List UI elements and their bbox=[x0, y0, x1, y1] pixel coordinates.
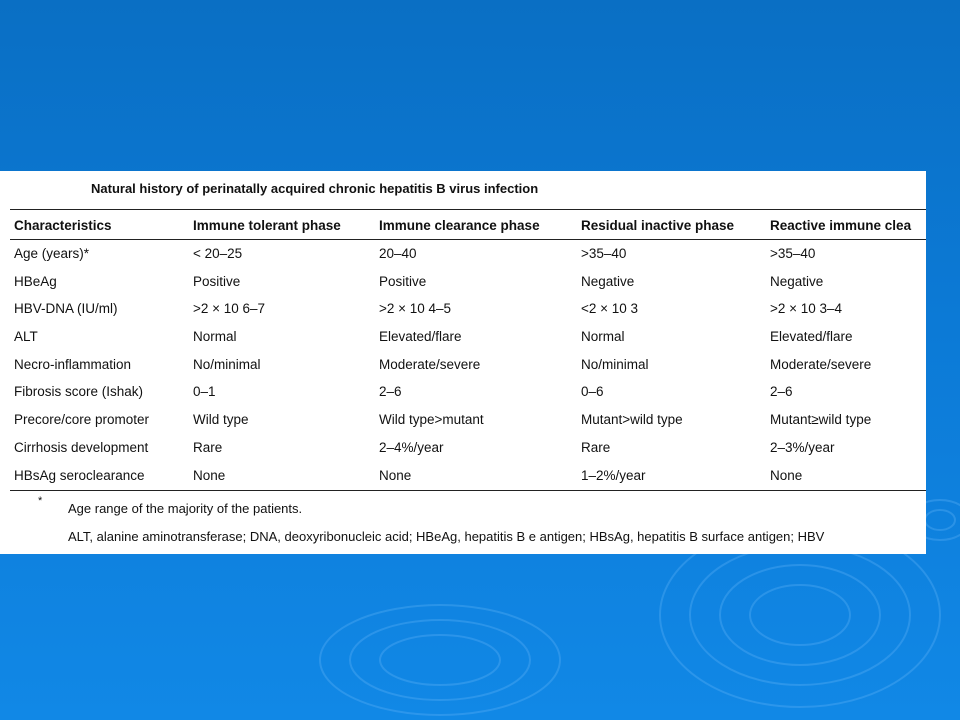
table-cell: >35–40 bbox=[581, 246, 627, 262]
table-cell: Positive bbox=[193, 273, 241, 289]
row-label: ALT bbox=[14, 329, 38, 345]
footnote-marker: * bbox=[38, 495, 43, 507]
table-cell: >35–40 bbox=[770, 246, 816, 262]
header-cell: Immune clearance phase bbox=[379, 218, 540, 234]
table-cell: Positive bbox=[379, 273, 427, 289]
table-cell: Mutant>wild type bbox=[581, 412, 683, 428]
table-row bbox=[0, 323, 926, 351]
table-cell: >2 × 10 6–7 bbox=[193, 301, 266, 317]
table-row bbox=[0, 406, 926, 434]
table-cell: Wild type>mutant bbox=[379, 412, 484, 428]
table-cell: Moderate/severe bbox=[770, 356, 872, 372]
table-cell: 2–6 bbox=[770, 384, 793, 400]
row-label: HBeAg bbox=[14, 273, 57, 289]
bottom-rule bbox=[10, 490, 926, 491]
table-cell: >2 × 10 4–5 bbox=[379, 301, 452, 317]
header-row bbox=[0, 212, 926, 240]
table-row bbox=[0, 434, 926, 462]
table-cell: No/minimal bbox=[193, 356, 261, 372]
table-cell: Rare bbox=[193, 439, 223, 455]
table-cell: >2 × 10 3–4 bbox=[770, 301, 843, 317]
row-label: Cirrhosis development bbox=[14, 439, 149, 455]
table-cell: < 20–25 bbox=[193, 246, 243, 262]
row-label: Precore/core promoter bbox=[14, 412, 150, 428]
table-cell: Elevated/flare bbox=[770, 329, 853, 345]
table-cell: Elevated/flare bbox=[379, 329, 462, 345]
table-cell: Mutant≥wild type bbox=[770, 412, 872, 428]
table-figure bbox=[0, 171, 926, 554]
table-cell: 2–3%/year bbox=[770, 439, 835, 455]
table-cell: <2 × 10 3 bbox=[581, 301, 639, 317]
footnote-text: Age range of the majority of the patients. bbox=[68, 501, 303, 516]
table-cell: 0–1 bbox=[193, 384, 216, 400]
table-cell: Normal bbox=[193, 329, 237, 345]
header-cell: Reactive immune clea bbox=[770, 218, 912, 234]
table-cell: Rare bbox=[581, 439, 611, 455]
table-cell: 2–4%/year bbox=[379, 439, 444, 455]
table-cell: Moderate/severe bbox=[379, 356, 481, 372]
hbv-table bbox=[0, 212, 926, 489]
table-cell: Wild type bbox=[193, 412, 249, 428]
header-rule bbox=[10, 239, 926, 240]
row-label: HBV-DNA (IU/ml) bbox=[14, 301, 118, 317]
row-label: HBsAg seroclearance bbox=[14, 467, 145, 483]
row-label: Necro-inflammation bbox=[14, 356, 132, 372]
row-label: Fibrosis score (Ishak) bbox=[14, 384, 144, 400]
table-caption: Natural history of perinatally acquired chronic hepatitis B virus infection bbox=[91, 181, 539, 196]
table-cell: 0–6 bbox=[581, 384, 604, 400]
table-cell: 2–6 bbox=[379, 384, 402, 400]
table-row bbox=[0, 378, 926, 406]
table-row bbox=[0, 267, 926, 295]
table-cell: None bbox=[193, 467, 226, 483]
table-cell: None bbox=[379, 467, 412, 483]
table-cell: 1–2%/year bbox=[581, 467, 646, 483]
table-row bbox=[0, 461, 926, 489]
header-cell: Immune tolerant phase bbox=[193, 218, 341, 234]
abbreviations-text: ALT, alanine aminotransferase; DNA, deoxyribonucleic acid; HBeAg, hepatitis B e antigen; HBsAg, hepatitis B surface antigen; HBV bbox=[68, 529, 825, 544]
table-row bbox=[0, 295, 926, 323]
header-cell: Residual inactive phase bbox=[581, 218, 735, 234]
top-rule bbox=[10, 209, 926, 210]
table-cell: No/minimal bbox=[581, 356, 649, 372]
table-cell: None bbox=[770, 467, 803, 483]
table-cell: Negative bbox=[770, 273, 824, 289]
table-cell: Normal bbox=[581, 329, 625, 345]
table-cell: 20–40 bbox=[379, 246, 417, 262]
table-cell: Negative bbox=[581, 273, 635, 289]
row-label: Age (years)* bbox=[14, 246, 90, 262]
table-row bbox=[0, 240, 926, 268]
header-cell: Characteristics bbox=[14, 218, 112, 234]
table-row bbox=[0, 350, 926, 378]
